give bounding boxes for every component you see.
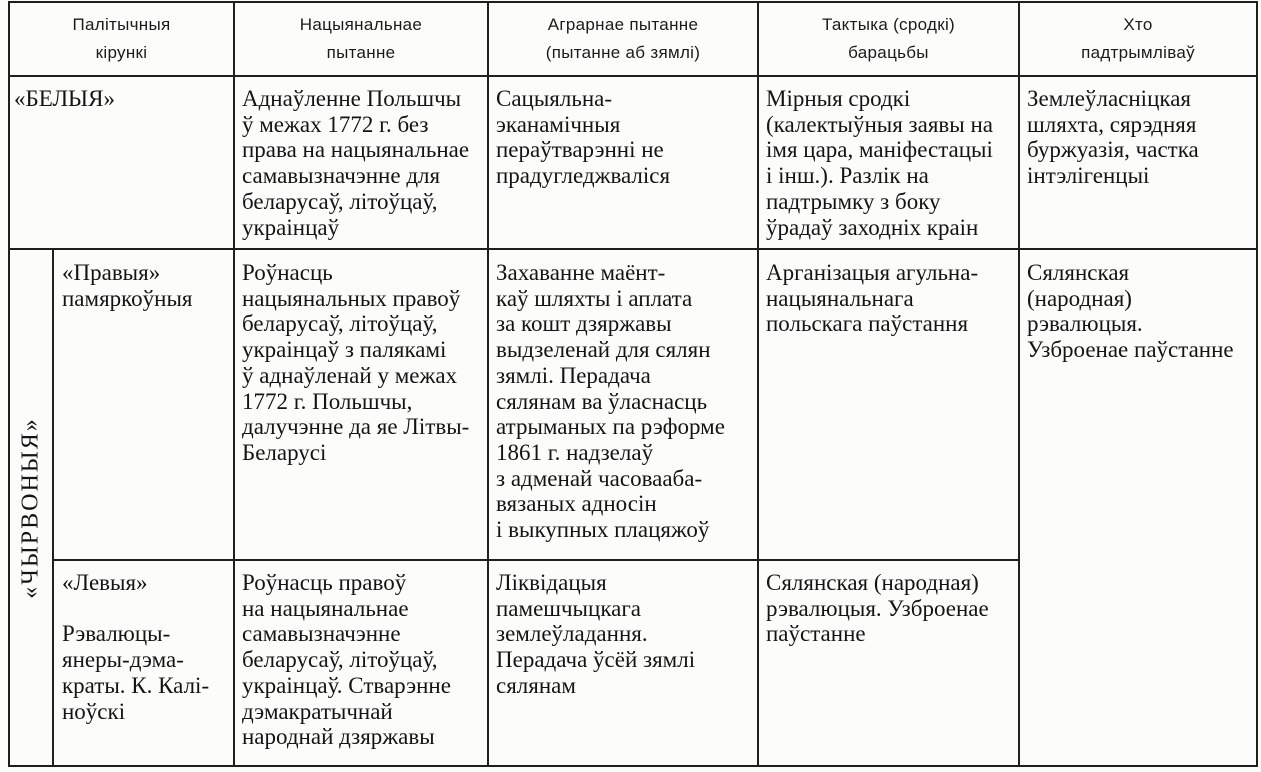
white-agrarian-cell: Сацыяльна- эканамічныя пераўтварэнні не прадугледжваліся: [487, 75, 759, 250]
red-group-label-cell: [8, 248, 54, 767]
red-left-name-cell: «Левыя» Рэвалюцы- янеры-дэма- краты. К. Калі- ноўскі: [52, 559, 235, 767]
header-supporters: Хто падтрымліваў: [1018, 1, 1258, 77]
white-name-cell: «БЕЛЫЯ»: [8, 75, 235, 250]
header-tactics: Тактыка (сродкі) барацьбы: [757, 1, 1020, 77]
red-left-agrarian-cell: Ліквідацыя памешчыцкага землеўладання. Перадача ўсёй зямлі сялянам: [487, 559, 759, 767]
red-right-name-cell: «Правыя» памяркоўныя: [52, 248, 235, 561]
header-directions: Палітычныя кірункі: [8, 1, 235, 77]
red-right-tactics-cell: Арганізацыя агульна- нацыянальнага польскага паўстання: [757, 248, 1020, 561]
red-right-agrarian-cell: Захаванне маёнт- каў шляхты і аплата за кошт дзяржавы выдзеленай для сялян зямлі. Перадача сялянам ва ўласнасць атрыманых па рэформе 1861 г. надзелаў з адменай часовааба- вязаных адносін і выкупных плацяжоў: [487, 248, 759, 561]
white-tactics-cell: Мірныя сродкі (калектыўныя заявы на імя цара, маніфестацыі і інш.). Разлік на падтрымку з боку ўрадаў заходніх краін: [757, 75, 1020, 250]
red-supporters-cell: Сялянская (народная) рэвалюцыя. Узброенае паўстанне: [1018, 248, 1258, 767]
white-national-cell: Аднаўленне Польшчы ў межах 1772 г. без права на нацыянальнае самавызначэнне для беларусаў, літоўцаў, украінцаў: [233, 75, 489, 250]
red-group-label: «ЧЫРВОНЫЯ»: [17, 416, 44, 599]
header-national-question: Нацыянальнае пытанне: [233, 1, 489, 77]
header-agrarian-question: Аграрнае пытанне (пытанне аб зямлі): [487, 1, 759, 77]
red-left-national-cell: Роўнасць правоў на нацыянальнае самавызначэнне беларусаў, літоўцаў, украінцаў. Стварэнне дэмакратычнай народнай дзяржавы: [233, 559, 489, 767]
red-right-national-cell: Роўнасць нацыянальных правоў беларусаў, літоўцаў, украінцаў з палякамі ў аднаўленай у межах 1772 г. Польшчы, далучэнне да яе Літвы- Беларусі: [233, 248, 489, 561]
red-left-tactics-cell: Сялянская (народная) рэвалюцыя. Узброенае паўстанне: [757, 559, 1020, 767]
white-supporters-cell: Землеўласніцкая шляхта, сярэдняя буржуазія, частка інтэлігенцыі: [1018, 75, 1258, 250]
